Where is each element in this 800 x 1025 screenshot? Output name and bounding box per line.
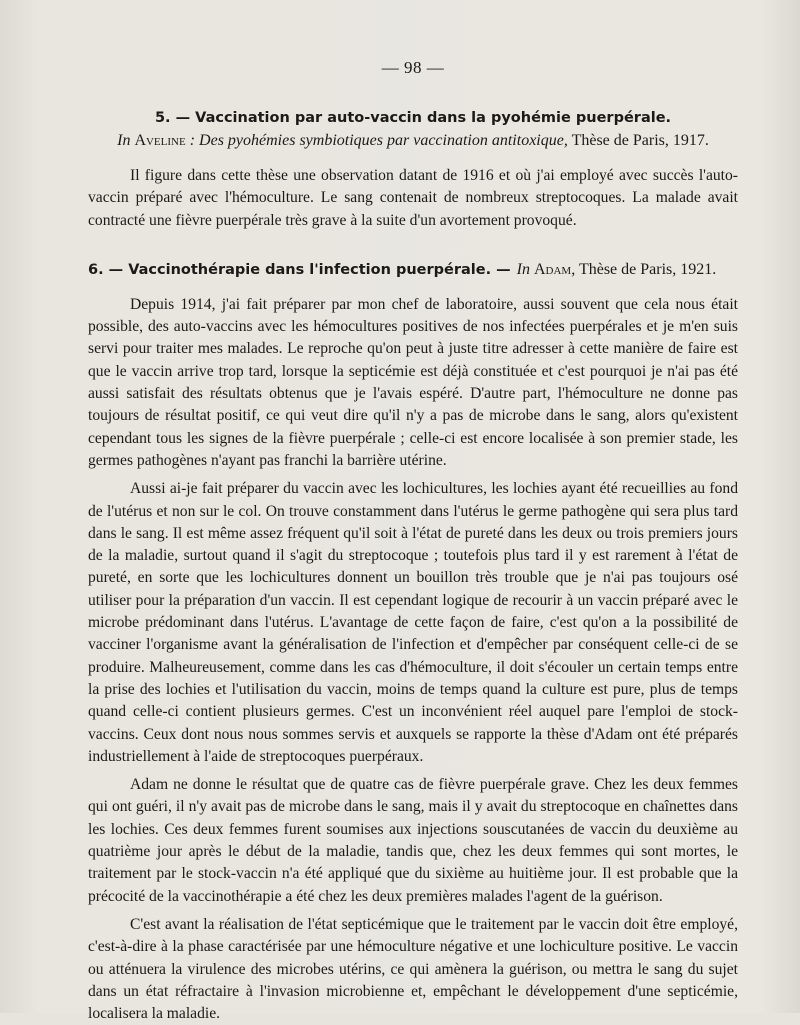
source-thesis: Thèse de Paris, 1921. (578, 260, 717, 278)
section-5 (88, 108, 738, 232)
source-title: : Des pyohémies symbiotiques par vaccination antitoxique, (189, 132, 568, 149)
section-6 (88, 260, 738, 1025)
page-number: — 98 — (381, 58, 445, 77)
section-6-paragraph: Adam ne donne le résultat que de quatre cas de fièvre puerpérale grave. Chez les deux femmes qui ont guéri, il n'y avait pas de microbe dans le sang, mais il y avait du streptocoque en chaînettes dans les lochies. Ces deux femmes furent soumises aux injections souscutanées de vaccin du deuxième au quatrième jour après le début de la maladie, tandis que, chez les deux femmes qui sont mortes, le traitement par le stock-vaccin n'a été appliqué que du sixième au huitième jour. Il est probable que la précocité de la vaccinothérapie a été chez les deux premières malades l'agent de la guérison. (88, 776, 738, 905)
section-5-heading: 5. — Vaccination par auto-vaccin dans la pyohémie puerpérale. (154, 110, 672, 126)
section-5-source (88, 130, 738, 151)
source-author: Adam, (533, 260, 576, 278)
source-prefix: In (117, 132, 131, 149)
section-6-paragraph: Aussi ai-je fait préparer du vaccin avec les lochicultures, les lochies ayant été recueillies au fond de l'utérus et non sur le col. On trouve constamment dans l'utérus le germe pathogène qui sera plus tard dans le sang. Il est même assez fréquent qu'il soit à l'état de pureté dans les deux ou trois premiers jours de la maladie, surtout quand il s'agit du streptocoque ; toutefois plus tard il y est rarement à l'état de pureté, en sorte que les lochicultures donnent un bouillon très trouble que je n'ai pas toujours osé utiliser pour la préparation d'un vaccin. Il est cependant logique de recourir à un vaccin préparé avec le microbe prédominant dans l'utérus. L'avantage de cette façon de faire, c'est qu'on a la possibilité de vacciner l'organisme avant la généralisation de l'infection et d'empêcher par conséquent celle-ci de se produire. Malheureusement, comme dans les cas d'hémoculture, il doit s'écouler un certain temps entre la prise des lochies et l'utilisation du vaccin, moins de temps quand la culture est pure, plus de temps quand celle-ci contient plusieurs germes. C'est un inconvénient réel auquel pare l'emploi de stock-vaccins. Ceux dont nous nous sommes servis et auxquels se rapporte la thèse d'Adam ont été préparés industriellement à l'aide de streptocoques puerpéraux. (88, 480, 738, 765)
section-5-paragraph: Il figure dans cette thèse une observation datant de 1916 et où j'ai employé avec succès l'auto-vaccin préparé avec l'hémoculture. Le sang contenait de nombreux streptocoques. La malade avait contracté une fièvre puerpérale très grave à la suite d'un avortement provoqué. (88, 167, 738, 229)
source-prefix: In (516, 260, 530, 278)
section-6-source (517, 261, 717, 279)
section-6-heading: 6. — Vaccinothérapie dans l'infection puerpérale. — (88, 261, 511, 278)
section-6-paragraph: C'est avant la réalisation de l'état septicémique que le traitement par le vaccin doit être employé, c'est-à-dire à la phase caractérisée par une hémoculture négative et une lochiculture positive. Le vaccin ou atténuera la virulence des microbes utérins, ce qui amènera la guérison, ou mettra le sang du sujet dans un état réfractaire à l'invasion microbienne et, empêchant le développement d'une septicémie, localisera la maladie. (88, 915, 738, 1023)
source-author: Aveline (134, 132, 186, 149)
source-thesis: Thèse de Paris, 1917. (571, 132, 709, 149)
section-6-paragraph: Depuis 1914, j'ai fait préparer par mon chef de laboratoire, aussi souvent que cela nous était possible, des auto-vaccins avec les hémocultures positives de nos infectées puerpérales et je m'en suis servi pour traiter mes malades. Le reproche qu'on peut à juste titre adresser à cette manière de faire est que le vaccin arrive trop tard, lorsque la septicémie est déjà constituée et c'est pourquoi je n'ai pas été aussi satisfait des résultats obtenus que je l'avais espéré. D'autre part, l'hémoculture ne donne pas toujours de résultat positif, ce qui veut dire qu'il n'y a pas de microbe dans le sang, alors qu'existent cependant tous les signes de la fièvre puerpérale ; celle-ci est encore localisée à son premier stade, les germes pathogènes n'ayant pas franchi la barrière utérine. (88, 295, 738, 469)
section-6-heading-line (88, 260, 738, 280)
